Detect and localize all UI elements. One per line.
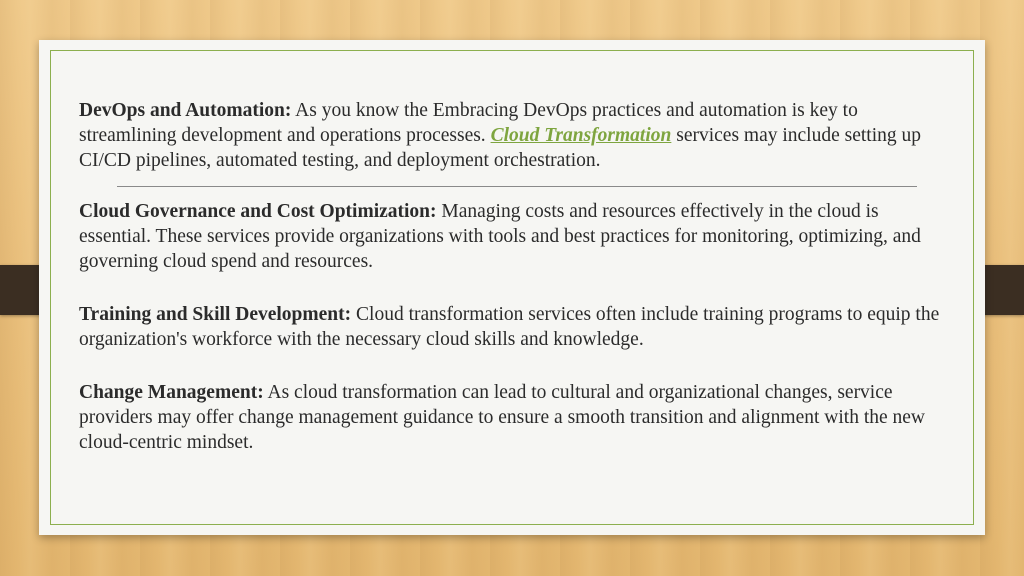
heading-governance: Cloud Governance and Cost Optimization: [79, 201, 437, 222]
paragraph-governance [79, 199, 949, 274]
slide-content [79, 98, 949, 455]
paragraph-change-management [79, 380, 949, 455]
cloud-transformation-link[interactable]: Cloud Transformation [490, 125, 672, 146]
heading-change-management: Change Management: [79, 382, 264, 403]
governance-text: Managing costs and resources effectively in the cloud is essential. These services provide organizations with tools and best practices for monitoring, optimizing, and governing cloud spend and resources. [79, 201, 921, 272]
paragraph-devops [79, 98, 949, 173]
training-text: Cloud transformation services often include training programs to equip the organization's workforce with the necessary cloud skills and knowledge. [79, 304, 940, 350]
devops-text-before-link: As you know the Embracing DevOps practices and automation is key to streamlining development and operations processes. [79, 100, 858, 146]
heading-devops: DevOps and Automation: [79, 100, 292, 121]
change-management-text: As cloud transformation can lead to cultural and organizational changes, service providers may offer change management guidance to ensure a smooth transition and alignment with the new cloud-centric mindset. [79, 382, 926, 453]
horizontal-divider [117, 186, 917, 187]
paragraph-training [79, 302, 949, 352]
heading-training: Training and Skill Development: [79, 304, 352, 325]
slide-card [39, 40, 985, 535]
devops-text-after-link: services may include setting up CI/CD pipelines, automated testing, and deployment orchestration. [79, 125, 922, 171]
